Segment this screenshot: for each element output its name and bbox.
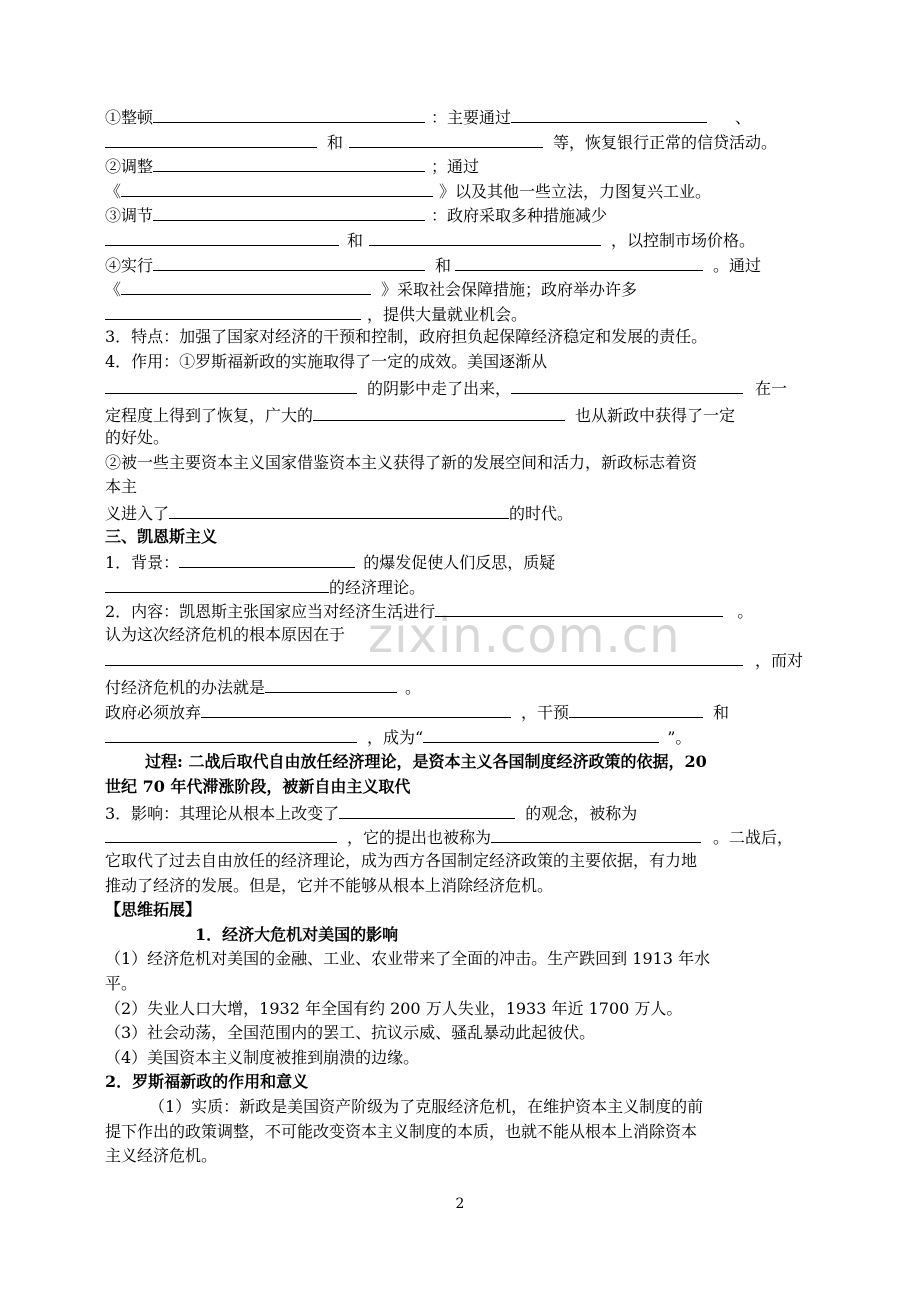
line-35: （1）经济危机对美国的金融、工业、农业带来了全面的冲击。生产跌回到 1913 年水 (105, 949, 711, 969)
blank[interactable] (201, 699, 511, 718)
blank[interactable] (313, 402, 565, 421)
blank[interactable] (153, 202, 425, 221)
blank[interactable] (455, 252, 703, 271)
page-number: 2 (455, 1196, 465, 1212)
section-heading-thinking-expansion: 【思维拓展】 (105, 900, 202, 920)
line-4: 《 》以及其他一些立法，力图复兴工业。 (105, 178, 817, 203)
process-note-cont: 世纪 70 年代滞涨阶段，被新自由主义取代 (105, 777, 411, 797)
line-3: ②调整 ；通过 (105, 153, 817, 178)
blank[interactable] (105, 301, 361, 320)
blank[interactable] (369, 227, 601, 246)
line-1: ①整顿 ：主要通过 、 (105, 104, 817, 129)
line-14: 的好处。 (105, 428, 170, 448)
subheading-great-depression-impact: 1．经济大危机对美国的影响 (195, 924, 399, 944)
line-29: 3．影响：其理论从根本上改变了 的观念，被称为 (105, 800, 817, 825)
line-10: 3．特点：加强了国家对经济的干预和控制，政府担负起保障经济稳定和发展的责任。 (105, 327, 708, 347)
blank[interactable] (121, 276, 371, 295)
blank[interactable] (179, 549, 355, 568)
line-7: ④实行 和 。通过 (105, 252, 817, 277)
section-heading-keynesianism: 三、凯恩斯主义 (105, 526, 218, 546)
line-26: ，成为“ ”。 (105, 724, 817, 749)
line-13: 定程度上得到了恢复，广大的 也从新政中获得了一定 (105, 402, 817, 427)
blank[interactable] (491, 824, 701, 843)
line-41: （1）实质：新政是美国资产阶级为了克服经济危机，在维护资本主义制度的前 (149, 1096, 704, 1116)
line-17: 义进入了 的时代。 (105, 500, 817, 525)
line-39: （4）美国资本主义制度被推到崩溃的边缘。 (105, 1047, 420, 1067)
watermark: zixin.com.cn (368, 608, 681, 664)
blank[interactable] (169, 500, 509, 519)
subheading-new-deal-significance: 2．罗斯福新政的作用和意义 (105, 1072, 309, 1092)
blank[interactable] (569, 699, 703, 718)
line-11: 4．作用：①罗斯福新政的实施取得了一定的成效。美国逐渐从 (105, 351, 548, 371)
blank[interactable] (105, 227, 339, 246)
line-15: ②被一些主要资本主义国家借鉴资本主义获得了新的发展空间和活力，新政标志着资 (105, 452, 698, 472)
line-12: 的阴影中走了出来， 在一 (105, 375, 817, 402)
blank[interactable] (105, 375, 357, 394)
blank[interactable] (105, 129, 317, 148)
blank[interactable] (153, 153, 425, 172)
line-19: 1．背景： 的爆发促使人们反思，质疑 (105, 549, 817, 574)
blank[interactable] (339, 800, 515, 819)
line-43: 主义经济危机。 (105, 1146, 218, 1166)
blank[interactable] (105, 824, 337, 843)
line-9: ，提供大量就业机会。 (105, 301, 817, 326)
process-note: 过程: 二战后取代自由放任经济理论，是资本主义各国制度经济政策的依据，20 (145, 752, 707, 772)
line-2: 和 等，恢复银行正常的信贷活动。 (105, 129, 817, 154)
line-30: ，它的提出也被称为 。二战后， (105, 824, 817, 849)
blank[interactable] (435, 598, 723, 617)
line-23: ，而对 (105, 647, 817, 674)
blank[interactable] (511, 104, 707, 123)
blank[interactable] (153, 252, 425, 271)
line-32: 推动了经济的发展。但是，它并不能够从根本上消除经济危机。 (105, 875, 554, 895)
line-16: 本主 (105, 477, 138, 497)
blank[interactable] (511, 375, 743, 394)
blank[interactable] (265, 674, 397, 693)
line-25: 政府必须放弃 ，干预 和 (105, 699, 817, 724)
blank[interactable] (105, 647, 743, 666)
document-body (105, 104, 817, 1169)
blank[interactable] (423, 724, 659, 743)
line-37: （2）失业人口大增，1932 年全国有约 200 万人失业，1933 年近 1700 万人。 (105, 998, 683, 1018)
line-20: 的经济理论。 (105, 574, 817, 599)
blank[interactable] (349, 129, 543, 148)
line-21: 2．内容：凯恩斯主张国家应当对经济生活进行 。 (105, 598, 817, 623)
line-42: 提下作出的政策调整，不可能改变资本主义制度的本质，也就不能从根本上消除资本 (105, 1121, 698, 1141)
blank[interactable] (153, 104, 425, 123)
line-36: 平。 (105, 974, 138, 993)
blank[interactable] (121, 178, 433, 197)
line-22: 认为这次经济危机的根本原因在于 (105, 624, 346, 644)
line-5: ③调节 ：政府采取多种措施减少 (105, 202, 817, 227)
blank[interactable] (105, 574, 329, 593)
line-31: 它取代了过去自由放任的经济理论，成为西方各国制定经济政策的主要依据，有力地 (105, 851, 698, 871)
line-24: 付经济危机的办法就是 。 (105, 674, 817, 699)
blank[interactable] (105, 724, 357, 743)
line-38: （3）社会动荡，全国范围内的罢工、抗议示威、骚乱暴动此起彼伏。 (105, 1023, 596, 1043)
line-8: 《 》采取社会保障措施；政府举办许多 (105, 276, 817, 301)
line-6: 和 ，以控制市场价格。 (105, 227, 817, 252)
